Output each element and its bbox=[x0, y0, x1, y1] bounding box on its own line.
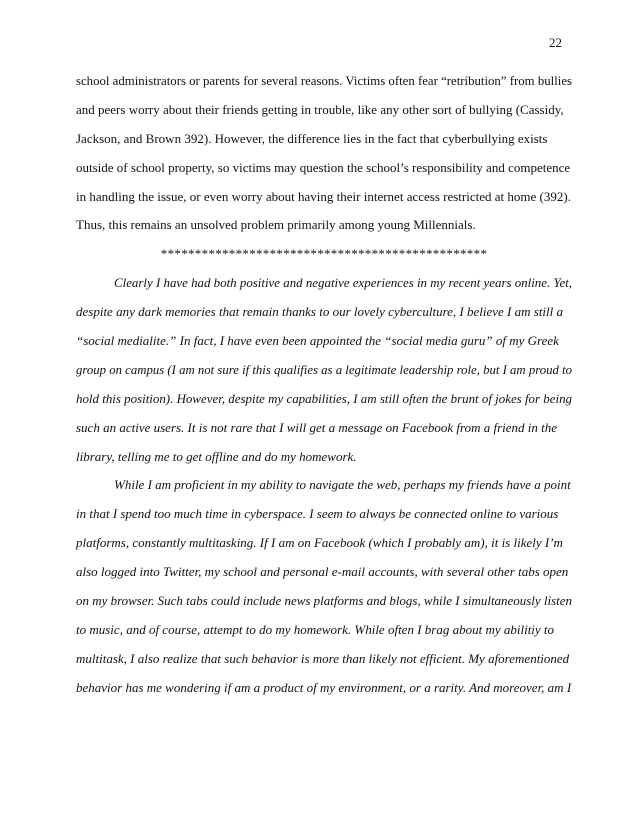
text-line: in handling the issue, or even worry about having their internet access restricted at home (392). bbox=[76, 188, 571, 204]
text-line: multitask, I also realize that such behavior is more than likely not efficient. My aforementioned bbox=[76, 650, 570, 666]
text-line: to music, and of course, attempt to do my homework. While often I brag about my abilitiy to bbox=[76, 621, 555, 637]
text-line: group on campus (I am not sure if this qualifies as a legitimate leadership role, but I am proud to bbox=[76, 361, 572, 377]
text-line: school administrators or parents for several reasons. Victims often fear “retribution” from bullies bbox=[76, 73, 572, 88]
section-separator: ************************************************ bbox=[160, 246, 488, 262]
text-line: despite any dark memories that remain thanks to our lovely cyberculture, I believe I am still a bbox=[76, 304, 564, 320]
text-line: also logged into Twitter, my school and personal e-mail accounts, with several other tabs open bbox=[76, 564, 569, 580]
text-line: and peers worry about their friends getting in trouble, like any other sort of bullying (Cassidy, bbox=[76, 101, 564, 117]
text-line: While I am proficient in my ability to navigate the web, perhaps my friends have a point bbox=[114, 477, 571, 493]
text-line: in that I spend too much time in cyberspace. I seem to always be connected online to various bbox=[76, 506, 559, 522]
text-line: outside of school property, so victims may question the school’s responsibility and competence bbox=[76, 159, 571, 175]
text-line: Clearly I have had both positive and negative experiences in my recent years online. Yet, bbox=[114, 275, 572, 291]
text-line: on my browser. Such tabs could include news platforms and blogs, while I simultaneously listen bbox=[76, 593, 572, 609]
text-line: hold this position). However, despite my capabilities, I am still often the brunt of jokes for being bbox=[76, 390, 572, 406]
text-line: such an active users. It is not rare that I will get a message on Facebook from a friend in the bbox=[76, 419, 558, 435]
document-body bbox=[76, 67, 572, 703]
text-line: Thus, this remains an unsolved problem primarily among young Millennials. bbox=[76, 217, 476, 233]
page-number: 22 bbox=[549, 35, 562, 50]
text-line: behavior has me wondering if am a product of my environment, or a rarity. And moreover, am I bbox=[76, 679, 572, 695]
text-line: library, telling me to get offline and do my homework. bbox=[76, 448, 357, 464]
text-line: “social medialite.” In fact, I have even been appointed the “social media guru” of my Greek bbox=[76, 333, 559, 349]
text-line: platforms, constantly multitasking. If I am on Facebook (which I probably am), it is likely I’m bbox=[76, 535, 563, 551]
text-line: Jackson, and Brown 392). However, the difference lies in the fact that cyberbullying exists bbox=[76, 130, 548, 146]
